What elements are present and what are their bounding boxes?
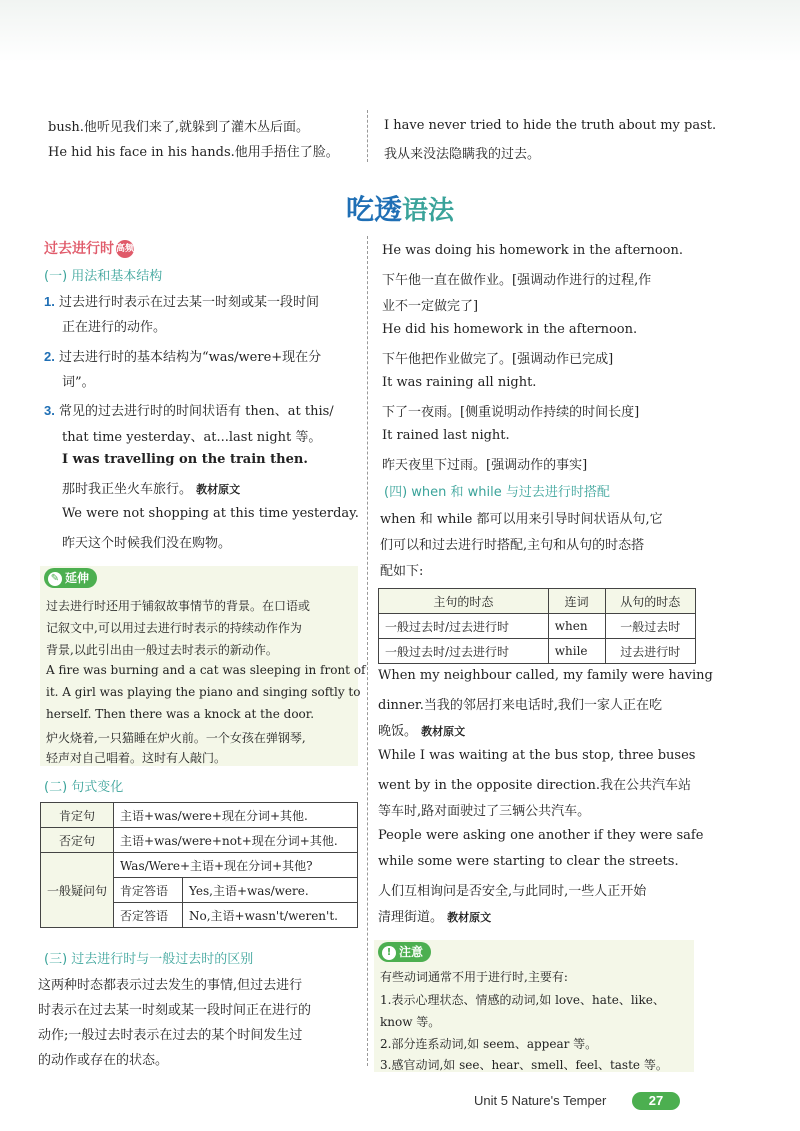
no-answer-value: No,主语+wasn't/weren't. xyxy=(183,903,358,928)
yes-answer-label: 肯定答语 xyxy=(114,878,183,903)
high-frequency-badge: 高频 xyxy=(116,240,134,258)
sentence-pattern-table xyxy=(40,802,358,928)
top-right-line-1: I have never tried to hide the truth about my past. xyxy=(384,118,717,133)
neg-label: 否定句 xyxy=(41,828,114,853)
note-line-3: know 等。 xyxy=(380,1015,441,1029)
while-example-line-1: While I was waiting at the bus stop, three buses xyxy=(378,748,696,763)
intro-line-3: 配如下: xyxy=(380,564,424,579)
note-line-1: 有些动词通常不用于进行时,主要有: xyxy=(380,970,568,984)
extension-line-6: herself. Then there was a knock at the door. xyxy=(46,707,315,721)
note-tag-text: 注意 xyxy=(399,945,424,959)
extension-tag-text: 延伸 xyxy=(65,571,90,585)
item-3-line-1 xyxy=(44,400,334,419)
header-main-clause: 主句的时态 xyxy=(379,589,549,614)
question-value: Was/Were+主语+现在分词+其他? xyxy=(114,853,358,878)
item-2-line-1 xyxy=(44,346,321,365)
item-2-line-2: 词”。 xyxy=(62,375,95,390)
right-line-4: He did his homework in the afternoon. xyxy=(382,322,638,337)
neg-value: 主语+was/were+not+现在分词+其他. xyxy=(114,828,358,853)
item-2-text-1: 过去进行时的基本结构为“was/were+现在分 xyxy=(58,350,322,365)
note-line-5: 3.感官动词,如 see、hear、smell、feel、taste 等。 xyxy=(380,1058,668,1072)
when-example-line-2: dinner.当我的邻居打来电话时,我们一家人正在吃 xyxy=(378,698,662,713)
footer-unit-title: Unit 5 Nature's Temper xyxy=(474,1093,607,1108)
right-line-7: 下了一夜雨。[侧重说明动作持续的时间长度] xyxy=(382,405,640,420)
example-2-zh: 昨天这个时候我们没在购物。 xyxy=(62,536,232,551)
right-line-1: He was doing his homework in the afternoon. xyxy=(382,243,684,258)
header-conjunction: 连词 xyxy=(548,589,605,614)
people-example-line-4-text: 清理街道。 xyxy=(378,910,444,925)
affirm-value: 主语+was/were+现在分词+其他. xyxy=(114,803,358,828)
item-3-line-2: that time yesterday、at...last night 等。 xyxy=(62,430,322,445)
example-2-en: We were not shopping at this time yesterday. xyxy=(62,506,359,521)
note-line-4: 2.部分连系动词,如 seem、appear 等。 xyxy=(380,1037,598,1051)
intro-line-1: when 和 while 都可以用来引导时间状语从句,它 xyxy=(380,512,663,527)
right-line-8: It rained last night. xyxy=(382,428,510,443)
source-label-2: 教材原文 xyxy=(421,725,466,738)
extension-line-1: 过去进行时还用于铺叙故事情节的背景。在口语或 xyxy=(46,599,311,613)
extension-line-3: 背景,以此引出由一般过去时表示的新动作。 xyxy=(46,643,278,657)
while-example-line-3: 等车时,路对面驶过了三辆公共汽车。 xyxy=(378,804,591,819)
item-1-line-1 xyxy=(44,291,319,310)
source-label-1: 教材原文 xyxy=(196,483,241,496)
while-example-line-2: went by in the opposite direction.我在公共汽车站 xyxy=(378,778,691,793)
note-line-2: 1.表示心理状态、情感的动词,如 love、hate、like、 xyxy=(380,993,665,1007)
subsection-1-title: (一) 用法和基本结构 xyxy=(44,269,163,284)
source-label-3: 教材原文 xyxy=(447,911,492,924)
row1-conj: when xyxy=(548,614,605,639)
difference-line-1: 这两种时态都表示过去发生的事情,但过去进行 xyxy=(38,978,303,993)
grammar-section-title xyxy=(44,238,134,258)
right-line-2: 下午他一直在做作业。[强调动作进行的过程,作 xyxy=(382,273,652,288)
people-example-line-4 xyxy=(378,906,491,925)
right-line-3: 业不一定做完了] xyxy=(382,299,479,314)
header-sub-clause: 从句的时态 xyxy=(605,589,695,614)
page-number: 27 xyxy=(632,1092,680,1110)
right-line-9: 昨天夜里下过雨。[强调动作的事实] xyxy=(382,458,588,473)
extension-line-8: 轻声对自己唱着。这时有人敲门。 xyxy=(46,751,227,765)
when-example-line-3-text: 晚饭。 xyxy=(378,724,418,739)
intro-line-2: 们可以和过去进行时搭配,主句和从句的时态搭 xyxy=(380,538,645,553)
yes-answer-value: Yes,主语+was/were. xyxy=(183,878,358,903)
exclamation-icon: ! xyxy=(382,946,396,960)
main-title-part2: 语法 xyxy=(402,196,455,226)
row2-main: 一般过去时/过去进行时 xyxy=(379,639,549,664)
item-1-text-1: 过去进行时表示在过去某一时刻或某一段时间 xyxy=(58,295,319,310)
when-example-line-1: When my neighbour called, my family were having xyxy=(378,668,713,683)
top-left-line-2: He hid his face in his hands.他用手捂住了脸。 xyxy=(48,145,339,160)
people-example-line-2: while some were starting to clear the streets. xyxy=(378,854,679,869)
question-label: 一般疑问句 xyxy=(41,853,114,928)
grammar-section-title-text: 过去进行时 xyxy=(44,241,114,257)
item-3-number: 3. xyxy=(44,403,55,418)
row2-sub: 过去进行时 xyxy=(605,639,695,664)
right-line-6: It was raining all night. xyxy=(382,375,537,390)
main-title-part1: 吃透 xyxy=(345,193,402,226)
when-example-line-3 xyxy=(378,720,465,739)
people-example-line-3: 人们互相询问是否安全,与此同时,一些人正开始 xyxy=(378,884,647,899)
people-example-line-1: People were asking one another if they were safe xyxy=(378,828,704,843)
row1-sub: 一般过去时 xyxy=(605,614,695,639)
subsection-3-title: (三) 过去进行时与一般过去时的区别 xyxy=(44,952,254,967)
no-answer-label: 否定答语 xyxy=(114,903,183,928)
tense-match-table xyxy=(378,588,696,664)
difference-line-2: 时表示在过去某一时刻或某一段时间正在进行的 xyxy=(38,1003,312,1018)
subsection-4-title: (四) when 和 while 与过去进行时搭配 xyxy=(384,485,610,500)
extension-tag xyxy=(44,568,97,588)
note-tag xyxy=(378,942,431,962)
row1-main: 一般过去时/过去进行时 xyxy=(379,614,549,639)
item-2-number: 2. xyxy=(44,349,55,364)
example-1-zh xyxy=(62,478,240,497)
top-band xyxy=(0,0,800,62)
extension-line-2: 记叙文中,可以用过去进行时表示的持续动作作为 xyxy=(46,621,302,635)
example-1-zh-text: 那时我正坐火车旅行。 xyxy=(62,482,193,497)
right-line-5: 下午他把作业做完了。[强调动作已完成] xyxy=(382,352,614,367)
difference-line-3: 动作;一般过去时表示在过去的某个时间发生过 xyxy=(38,1028,303,1043)
example-1-en: I was travelling on the train then. xyxy=(62,452,308,467)
item-1-line-2: 正在进行的动作。 xyxy=(62,320,167,335)
affirm-label: 肯定句 xyxy=(41,803,114,828)
column-divider-top xyxy=(367,110,368,162)
item-1-number: 1. xyxy=(44,294,55,309)
difference-line-4: 的动作或存在的状态。 xyxy=(38,1053,169,1068)
bulb-icon: ✎ xyxy=(48,572,62,586)
row2-conj: while xyxy=(548,639,605,664)
top-right-line-2: 我从来没法隐瞒我的过去。 xyxy=(384,147,541,162)
extension-line-7: 炉火烧着,一只猫睡在炉火前。一个女孩在弹钢琴, xyxy=(46,731,306,745)
column-divider xyxy=(367,236,368,1066)
top-left-line-1: bush.他听见我们来了,就躲到了灌木丛后面。 xyxy=(48,120,310,135)
subsection-2-title: (二) 句式变化 xyxy=(44,780,124,795)
section-main-title xyxy=(300,188,500,228)
item-3-text-1: 常见的过去进行时的时间状语有 then、at this/ xyxy=(58,404,334,419)
extension-line-4: A fire was burning and a cat was sleeping in front of xyxy=(46,663,366,677)
extension-line-5: it. A girl was playing the piano and singing softly to xyxy=(46,685,361,699)
